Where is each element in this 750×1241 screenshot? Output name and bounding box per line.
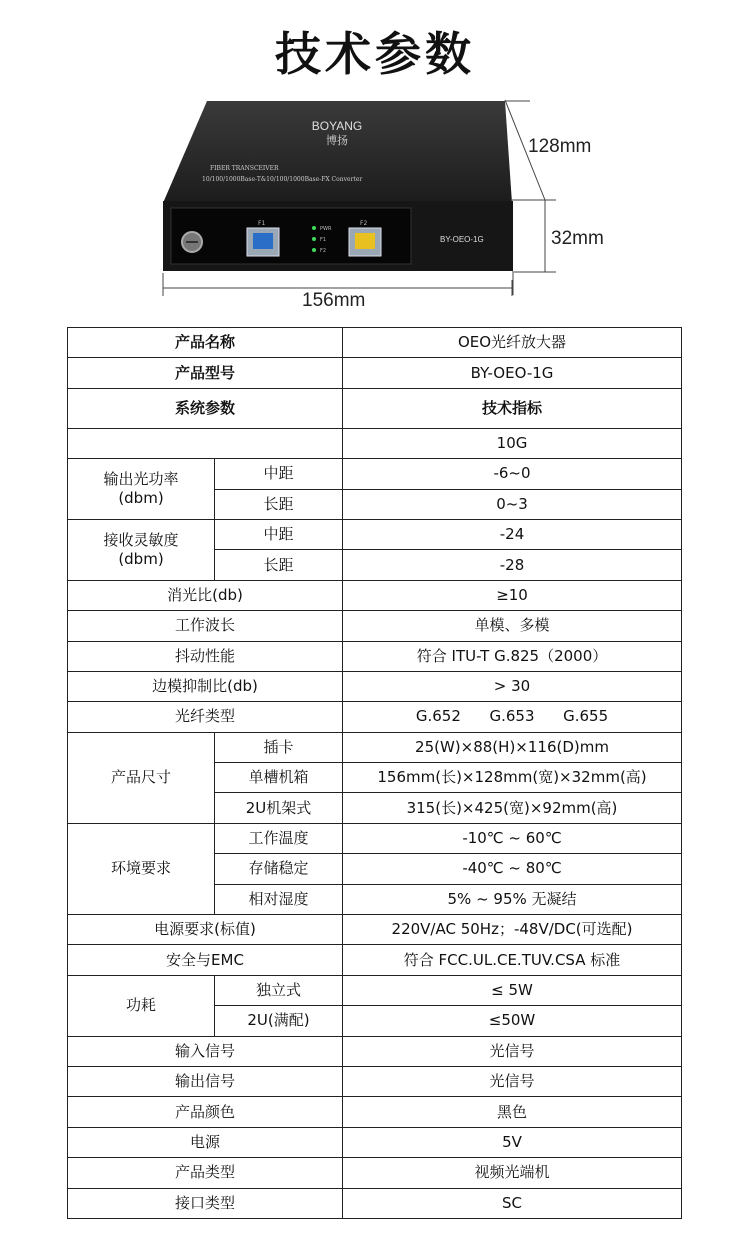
table-row	[68, 428, 682, 458]
row-value: 黑色	[343, 1097, 682, 1127]
row-value: 技术指标	[343, 388, 682, 428]
row-label: 系统参数	[68, 388, 343, 428]
row-sublabel: 中距	[215, 459, 343, 489]
svg-text:PWR: PWR	[320, 226, 332, 232]
dimension-lines	[0, 0, 750, 320]
table-row	[68, 945, 682, 975]
row-group-label: 接收灵敏度 (dbm)	[68, 519, 215, 580]
row-sublabel: 存储稳定	[215, 854, 343, 884]
svg-text:F2: F2	[320, 248, 327, 254]
row-value: ≤50W	[343, 1006, 682, 1036]
row-value: 156mm(长)×128mm(宽)×32mm(高)	[343, 763, 682, 793]
row-sublabel: 单槽机箱	[215, 763, 343, 793]
row-label: 产品名称	[68, 328, 343, 358]
table-row	[68, 611, 682, 641]
table-row	[68, 975, 682, 1005]
row-value: ≥10	[343, 580, 682, 610]
row-label: 抖动性能	[68, 641, 343, 671]
row-value: > 30	[343, 671, 682, 701]
table-row	[68, 732, 682, 762]
row-value: -40℃ ~ 80℃	[343, 854, 682, 884]
row-value: 5% ~ 95% 无凝结	[343, 884, 682, 914]
svg-text:F1: F1	[258, 220, 266, 227]
row-value: -24	[343, 519, 682, 549]
table-row	[68, 388, 682, 428]
table-row	[68, 459, 682, 489]
table-row	[68, 1188, 682, 1218]
row-sublabel: 独立式	[215, 975, 343, 1005]
table-row	[68, 1127, 682, 1157]
table-row	[68, 823, 682, 853]
row-label: 安全与EMC	[68, 945, 343, 975]
row-group-label: 产品尺寸	[68, 732, 215, 823]
dimension-height: 32mm	[551, 228, 604, 249]
row-value: 10G	[343, 428, 682, 458]
row-value: ≤ 5W	[343, 975, 682, 1005]
brand-logo: BOYANG	[311, 119, 363, 133]
row-value: OEO光纤放大器	[343, 328, 682, 358]
row-value: 符合 ITU-T G.825（2000）	[343, 641, 682, 671]
svg-text:F1: F1	[320, 237, 327, 243]
row-value: 220V/AC 50Hz；-48V/DC(可选配)	[343, 915, 682, 945]
table-row	[68, 641, 682, 671]
row-value: SC	[343, 1188, 682, 1218]
row-value: -10℃ ~ 60℃	[343, 823, 682, 853]
row-value: -6~0	[343, 459, 682, 489]
row-sublabel: 相对湿度	[215, 884, 343, 914]
row-value: -28	[343, 550, 682, 580]
row-sublabel: 中距	[215, 519, 343, 549]
row-value: BY-OEO-1G	[343, 358, 682, 388]
row-label: 电源	[68, 1127, 343, 1157]
row-value: 单模、多模	[343, 611, 682, 641]
row-label: 光纤类型	[68, 702, 343, 732]
row-label: 输出信号	[68, 1066, 343, 1096]
row-sublabel: 插卡	[215, 732, 343, 762]
table-row	[68, 1036, 682, 1066]
table-row	[68, 519, 682, 549]
table-row	[68, 915, 682, 945]
row-value: 光信号	[343, 1066, 682, 1096]
row-value: 315(长)×425(宽)×92mm(高)	[343, 793, 682, 823]
row-label: 产品型号	[68, 358, 343, 388]
row-value: 光信号	[343, 1036, 682, 1066]
row-sublabel: 工作温度	[215, 823, 343, 853]
row-value: 25(W)×88(H)×116(D)mm	[343, 732, 682, 762]
row-sublabel: 长距	[215, 489, 343, 519]
row-label	[68, 428, 343, 458]
row-label: 产品颜色	[68, 1097, 343, 1127]
table-row	[68, 580, 682, 610]
table-row	[68, 1158, 682, 1188]
row-label: 输入信号	[68, 1036, 343, 1066]
table-row	[68, 358, 682, 388]
row-label: 边模抑制比(db)	[68, 671, 343, 701]
row-sublabel: 2U机架式	[215, 793, 343, 823]
row-label: 电源要求(标值)	[68, 915, 343, 945]
table-row	[68, 671, 682, 701]
device-model: BY-OEO-1G	[440, 235, 484, 244]
row-sublabel: 2U(满配)	[215, 1006, 343, 1036]
row-group-label: 输出光功率 (dbm)	[68, 459, 215, 520]
table-row	[68, 1097, 682, 1127]
device-label-2: 10/100/1000Base-T&10/100/1000Base-FX Converter	[202, 176, 363, 183]
row-label: 接口类型	[68, 1188, 343, 1218]
table-row	[68, 702, 682, 732]
svg-text:F2: F2	[360, 220, 368, 227]
table-row	[68, 1066, 682, 1096]
row-group-label: 环境要求	[68, 823, 215, 914]
table-row	[68, 328, 682, 358]
row-label: 产品类型	[68, 1158, 343, 1188]
row-value: 视频光端机	[343, 1158, 682, 1188]
row-value: 5V	[343, 1127, 682, 1157]
brand-logo-cn: 博扬	[326, 134, 348, 147]
page-title: 技术参数	[275, 27, 475, 81]
device-label-1: FIBER TRANSCEIVER	[210, 165, 279, 172]
row-value: 0~3	[343, 489, 682, 519]
dimension-depth: 128mm	[528, 136, 592, 157]
spec-table	[67, 327, 682, 1219]
row-label: 工作波长	[68, 611, 343, 641]
row-sublabel: 长距	[215, 550, 343, 580]
dimension-width: 156mm	[302, 290, 366, 311]
row-value: G.652 G.653 G.655	[343, 702, 682, 732]
row-value: 符合 FCC.UL.CE.TUV.CSA 标准	[343, 945, 682, 975]
row-group-label: 功耗	[68, 975, 215, 1036]
row-label: 消光比(db)	[68, 580, 343, 610]
